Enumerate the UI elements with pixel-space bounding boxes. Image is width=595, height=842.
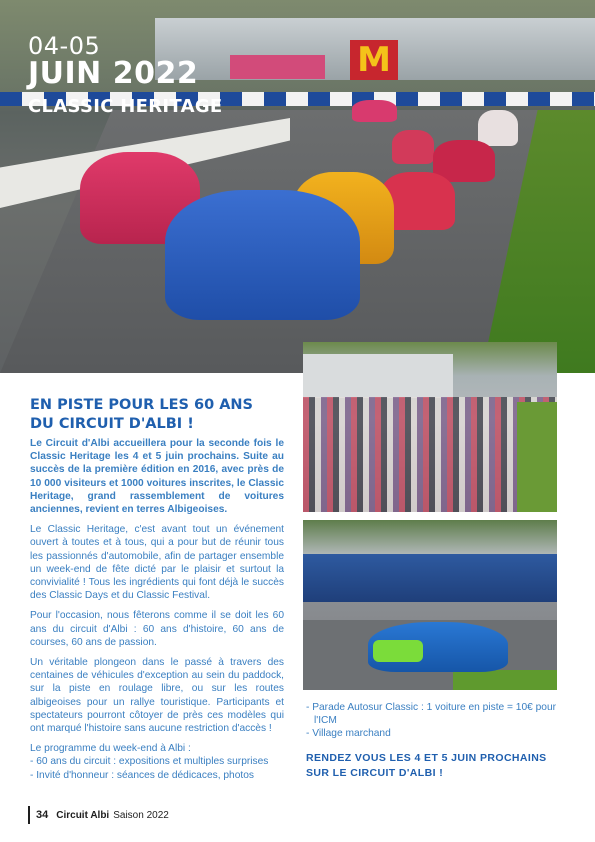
event-name: CLASSIC HERITAGE: [28, 96, 223, 117]
article-heading: [30, 396, 290, 434]
program-intro: Le programme du week-end à Albi :: [30, 743, 191, 755]
paddock-photo: [303, 342, 557, 512]
race-grandstand: [303, 554, 557, 602]
article-paragraph-2: Pour l'occasion, nous fêterons comme il se doit les 60 ans du circuit d'Albi : 60 ans d'histoire, 60 ans de courses, 60 ans de passion.: [30, 610, 284, 648]
article-right-column: [306, 701, 562, 741]
car-pink-far: [352, 100, 397, 122]
article-lead: Le Circuit d'Albi accueillera pour la seconde fois le Classic Heritage les 4 et 5 juin prochains. Suite au succès de la première édition en 2016, avec près de 10 000 visiteurs et 1000 voitures inscrites, le Classic Heritage, grand rassemblement de voitures anciennes, revient en terres Albigeoises.: [30, 438, 284, 516]
cta-line1: RENDEZ VOUS LES 4 ET 5 JUIN PROCHAINS: [306, 752, 547, 764]
green-livery: [373, 640, 423, 662]
call-to-action: [306, 751, 568, 780]
car-blue-alfa: [165, 190, 360, 320]
car-red-small: [392, 130, 434, 164]
program-item: - Village marchand: [306, 728, 391, 740]
cta-line2: SUR LE CIRCUIT D'ALBI !: [306, 766, 444, 779]
page-number: 34: [36, 809, 49, 821]
article-left-column: [30, 437, 284, 782]
article-paragraph-1: Le Classic Heritage, c'est avant tout un événement ouvert à toutes et à tous, qui a pour but de réunir tous les passionnés d'automobile, afin de partager ensemble un week-end de fête dicté par le plaisir et surtout la convivialité ! Tous les ingrédients qui font déjà le succès des Classic Days et du Classic Festival.: [30, 524, 284, 602]
car-white-far: [478, 110, 518, 146]
race-car-photo: [303, 520, 557, 690]
program-item: - Parade Autosur Classic : 1 voiture en piste = 10€ pour l'ICM: [306, 702, 557, 727]
footer-brand: Circuit Albi: [56, 809, 110, 821]
mcdonalds-logo-icon: M: [350, 40, 398, 80]
article-heading-line1: EN PISTE POUR LES 60 ANS: [30, 397, 254, 413]
sponsor-banner: [230, 55, 325, 79]
race-grass: [453, 670, 557, 690]
paddock-building: [303, 354, 453, 398]
program-item: - 60 ans du circuit : expositions et multiples surprises: [30, 756, 269, 768]
article-paragraph-3: Un véritable plongeon dans le passé à travers des centaines de véhicules d'exception au sein du paddock, sur la piste en roulage libre, ou sur les routes albigeoises pour un rallye touristique. Participants et spectateurs pourront côtoyer de près ces modèles qui ont marqué l'histoire sans aucune restriction d'accès !: [30, 657, 284, 735]
program-item: - Invité d'honneur : séances de dédicaces, photos: [30, 769, 254, 781]
event-date: 04-05: [28, 32, 101, 60]
footer-divider: [28, 806, 30, 824]
event-month-title: JUIN 2022: [28, 56, 199, 91]
page-footer: [28, 806, 169, 824]
paddock-grass: [517, 402, 557, 512]
article-heading-line2: DU CIRCUIT D'ALBI !: [30, 416, 194, 432]
footer-season: Saison 2022: [113, 809, 169, 821]
